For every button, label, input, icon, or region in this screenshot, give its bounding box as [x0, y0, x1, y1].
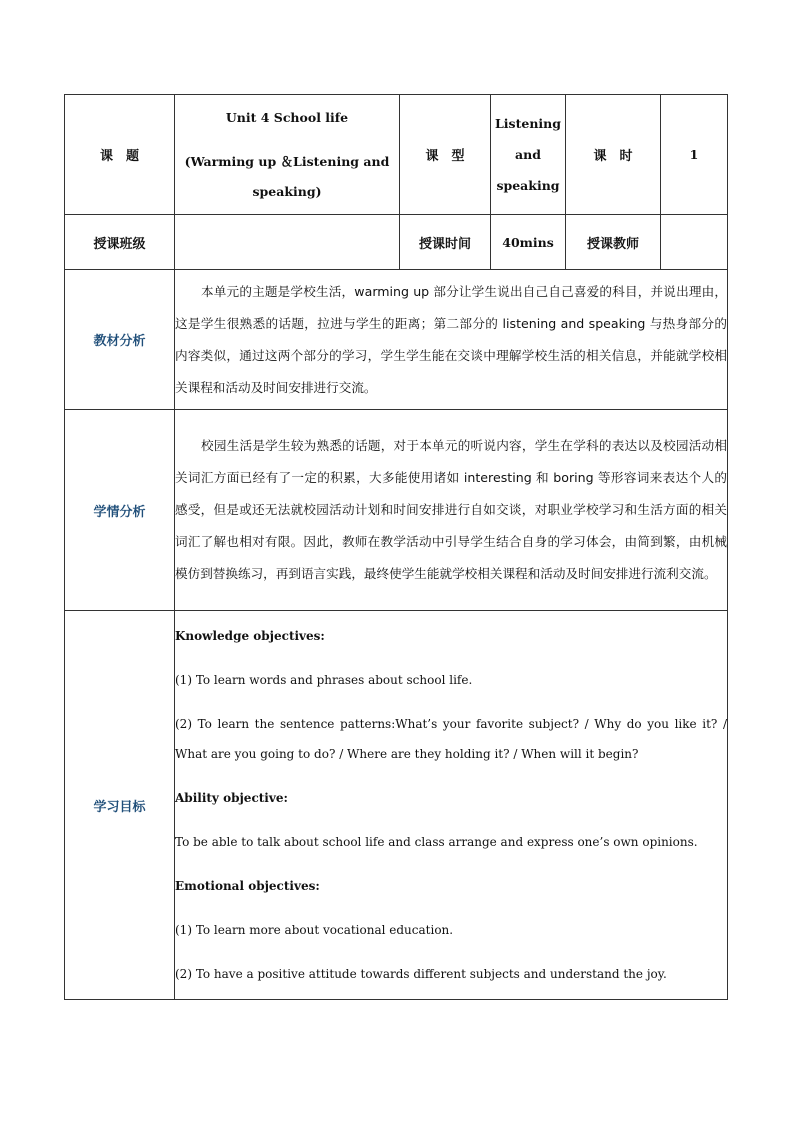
class-value: [175, 215, 400, 270]
material-cell: [175, 270, 728, 410]
ability-item-1: To be able to talk about school life and class arrange and express one’s own opinions.: [175, 835, 698, 849]
emotional-item-1: (1) To learn more about vocational education.: [175, 923, 454, 937]
knowledge-heading: Knowledge objectives:: [175, 629, 325, 643]
learner-label: 学情分析: [65, 410, 175, 611]
emotional-heading: Emotional objectives:: [175, 879, 320, 893]
objectives-row: [65, 611, 728, 1000]
type-line-3: speaking: [496, 178, 560, 193]
type-value: [491, 95, 566, 215]
type-label: 课 型: [400, 95, 491, 215]
time-value: 40mins: [491, 215, 566, 270]
learner-row: [65, 410, 728, 611]
material-row: [65, 270, 728, 410]
period-value: 1: [661, 95, 728, 215]
lesson-plan-table: [64, 94, 728, 1000]
objectives-label: 学习目标: [65, 611, 175, 1000]
topic-line-2: (Warming up ＆Listening and: [184, 153, 390, 169]
topic-line-3: speaking): [252, 183, 322, 199]
knowledge-item-2: (2) To learn the sentence patterns:What’s your favorite subject? / Why do you like it? / What are you going to do? / Where are they holding it? / When will it begin?: [175, 717, 727, 761]
type-line-1: Listening: [495, 116, 561, 131]
knowledge-item-1: (1) To learn words and phrases about school life.: [175, 673, 473, 687]
objectives-cell: [175, 611, 728, 1000]
class-row: [65, 215, 728, 270]
topic-value: [175, 95, 400, 215]
topic-line-1: Unit 4 School life: [225, 109, 349, 125]
learner-text: 校园生活是学生较为熟悉的话题，对于本单元的听说内容，学生在学科的表达以及校园活动相关词汇方面已经有了一定的积累，大多能使用诸如 interesting 和 boring 等形容词来表达个人的感受，但是或还无法就校园活动计划和时间安排进行自如交谈，对职业学校学习和生活方面的相关词汇了解也相对有限。因此，教师在教学活动中引导学生结合自身的学习体会，由简到繁，由机械模仿到替换练习，再到语言实践，最终使学生能就学校相关课程和活动及时间安排进行流利交流。: [175, 438, 727, 581]
emotional-item-2: (2) To have a positive attitude towards different subjects and understand the joy.: [175, 967, 667, 981]
material-label: 教材分析: [65, 270, 175, 410]
class-label: 授课班级: [65, 215, 175, 270]
header-row: [65, 95, 728, 215]
lesson-plan-page: [64, 94, 727, 1000]
teacher-value: [661, 215, 728, 270]
material-text: 本单元的主题是学校生活，warming up 部分让学生说出自己自己喜爱的科目，并说出理由，这是学生很熟悉的话题，拉进与学生的距离；第二部分的 listening and speaking 与热身部分的内容类似，通过这两个部分的学习，学生学生能在交谈中理解学校生活的相关信息，并能就学校相关课程和活动及时间安排进行交流。: [175, 283, 727, 395]
period-label: 课 时: [566, 95, 661, 215]
teacher-label: 授课教师: [566, 215, 661, 270]
learner-cell: [175, 410, 728, 611]
type-line-2: and: [515, 147, 541, 162]
topic-label: 课 题: [65, 95, 175, 215]
time-label: 授课时间: [400, 215, 491, 270]
ability-heading: Ability objective:: [175, 791, 288, 805]
